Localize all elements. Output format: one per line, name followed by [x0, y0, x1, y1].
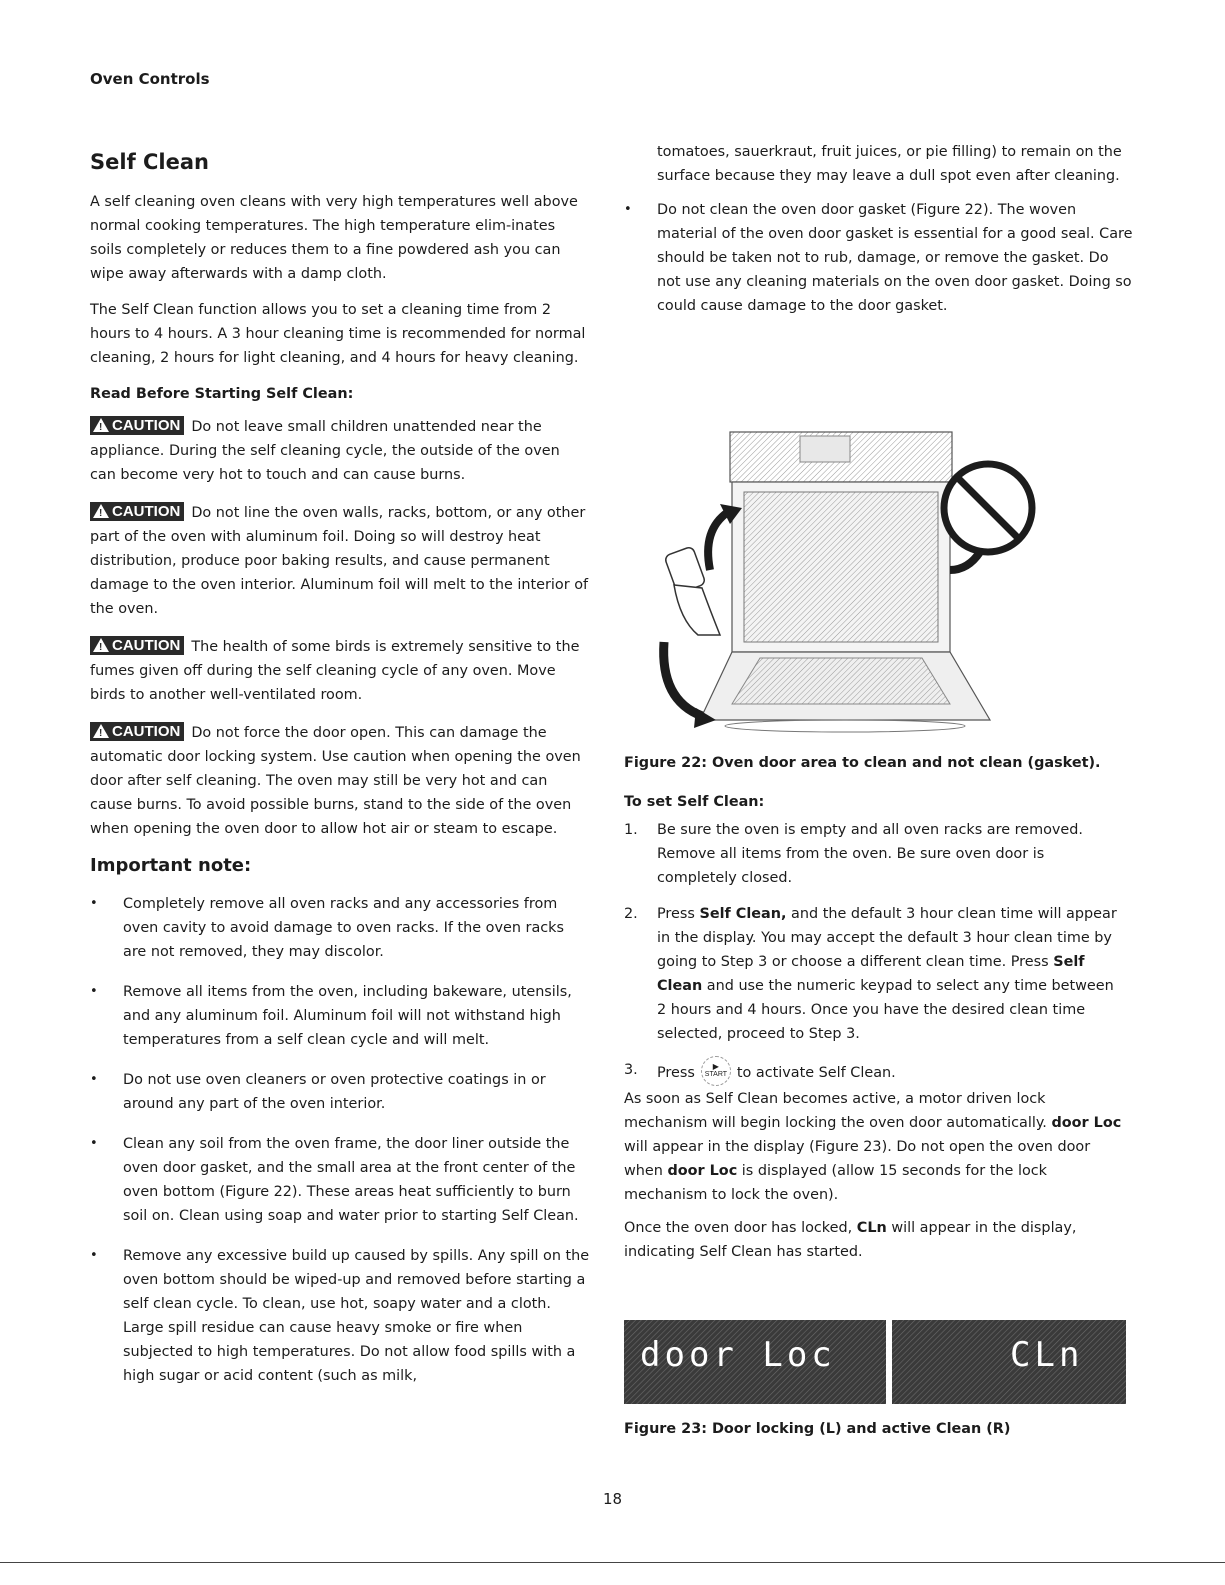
warning-icon	[93, 638, 109, 652]
caution-text: Do not force the door open. This can damage the automatic door locking system. Use caution when opening the oven door after self cleaning. The oven may still be very hot and can cause burns. To avoid possible burns, stand to the side of the oven when opening the oven door to allow hot air or steam to escape.	[90, 725, 581, 837]
display-figure	[624, 1320, 1126, 1404]
cln-display	[892, 1320, 1126, 1404]
page-title: Self Clean	[90, 150, 209, 174]
clean-started-paragraph: Once the oven door has locked, CLn will appear in the display, indicating Self Clean has started.	[624, 1220, 1077, 1260]
step-number: 2.	[624, 906, 638, 922]
arrow-icon	[708, 512, 728, 570]
list-item: • Do not use oven cleaners or oven protective coatings in or around any part of the oven interior.	[90, 1068, 590, 1116]
caution-text: Do not line the oven walls, racks, bottom, or any other part of the oven with aluminum foil. Doing so will destroy heat distribution, produce poor baking results, and cause permanent damage to the oven interior. Aluminum foil will melt to the interior of the oven.	[90, 505, 589, 617]
oven-door-illustration	[650, 420, 1040, 740]
oven-cavity	[744, 492, 938, 642]
right-column	[624, 140, 1134, 318]
figure-22-caption: Figure 22: Oven door area to clean and not clean (gasket).	[624, 755, 1101, 771]
caution-text: The health of some birds is extremely sensitive to the fumes given off during the self cleaning cycle of any oven. Move birds to another well-ventilated room.	[90, 639, 580, 703]
door-lock-paragraph: As soon as Self Clean becomes active, a motor driven lock mechanism will begin locking the oven door automatically. door Loc will appear in the display (Figure 23). Do not open the oven door when door Loc is displayed (allow 15 seconds for the lock mechanism to lock the oven).	[624, 1091, 1122, 1203]
left-column	[90, 150, 590, 1404]
steps-heading: To set Self Clean:	[624, 794, 765, 810]
intro-paragraph-1: A self cleaning oven cleans with very high temperatures well above normal cooking temperatures. The high temperature elim-inates soils completely or reduces them to a fine powdered ash you can wipe away afterwards with a damp cloth.	[90, 194, 578, 282]
figure-23-caption: Figure 23: Door locking (L) and active Clean (R)	[624, 1421, 1011, 1437]
caution-badge: !CAUTION	[90, 416, 184, 435]
list-item: • Completely remove all oven racks and any accessories from oven cavity to avoid damage to oven racks. If the oven racks are not removed, they may discolor.	[90, 892, 590, 964]
caution-badge: !CAUTION	[90, 636, 184, 655]
caution-badge: !CAUTION	[90, 722, 184, 741]
caution-paragraph-4	[90, 721, 590, 841]
list-item: • Remove all items from the oven, including bakeware, utensils, and any aluminum foil. Aluminum foil will not withstand high temperatures from a self clean cycle and will melt.	[90, 980, 590, 1052]
hand-icon	[674, 585, 720, 635]
arrow-icon	[950, 552, 980, 570]
step-number: 1.	[624, 822, 638, 838]
step-number: 3.	[624, 1062, 638, 1078]
warning-icon	[93, 504, 109, 518]
warning-icon	[93, 418, 109, 432]
bullet-continuation: tomatoes, sauerkraut, fruit juices, or pie filling) to remain on the surface because they may leave a dull spot even after cleaning.	[657, 144, 1122, 184]
door-window	[732, 658, 950, 704]
section-header: Oven Controls	[90, 70, 210, 88]
intro-paragraph-2: The Self Clean function allows you to set a cleaning time from 2 hours to 4 hours. A 3 hour cleaning time is recommended for normal cleaning, 2 hours for light cleaning, and 4 hours for heavy cleaning.	[90, 302, 586, 366]
list-item: 3. Press ▶ START to activate Self Clean.	[624, 1058, 1119, 1088]
caution-paragraph-2	[90, 501, 590, 621]
step-text: Be sure the oven is empty and all oven racks are removed. Remove all items from the oven. Be sure oven door is completely closed.	[657, 822, 1083, 886]
caution-paragraph-1	[90, 415, 590, 487]
door-loc-display	[624, 1320, 886, 1404]
list-item: • Do not clean the oven door gasket (Figure 22). The woven material of the oven door gasket is essential for a good seal. Care should be taken not to rub, damage, or remove the gasket. Do not use any cleaning materials on the oven door gasket. Doing so could cause damage to the door gasket.	[624, 198, 1134, 318]
warning-icon	[93, 724, 109, 738]
display-panel	[892, 1320, 1126, 1404]
list-item: • Clean any soil from the oven frame, the door liner outside the oven door gasket, and the small area at the front center of the oven bottom (Figure 22). These areas heat sufficiently to burn soil on. Clean using soap and water prior to starting Self Clean.	[90, 1132, 590, 1228]
display-text: CLn	[1010, 1335, 1084, 1375]
list-item: 2. Press Self Clean, and the default 3 hour clean time will appear in the display. You may accept the default 3 hour clean time by going to Step 3 or choose a different clean time. Press Self Clean and use the numeric keypad to select any time between 2 hours and 4 hours. Once you have the desired clean time selected, proceed to Step 3.	[624, 902, 1119, 1046]
play-icon: ▶	[712, 1062, 719, 1071]
page-number: 18	[602, 1490, 623, 1508]
list-item: • Remove any excessive build up caused by spills. Any spill on the oven bottom should be wiped-up and removed before starting a self clean cycle. To clean, use hot, soapy water and a cloth. Large spill residue can cause heavy smoke or fire when subjected to high temperatures. Do not allow food spills with a high sugar or acid content (such as milk,	[90, 1244, 590, 1388]
steps-list	[624, 818, 1119, 1100]
read-before-heading: Read Before Starting Self Clean:	[90, 386, 354, 402]
important-note-list	[90, 892, 590, 1388]
door-handle	[725, 720, 965, 732]
display-window	[800, 436, 850, 462]
caution-text: Do not leave small children unattended near the appliance. During the self cleaning cycle, the outside of the oven can become very hot to touch and can cause burns.	[90, 419, 560, 483]
display-panel	[624, 1320, 886, 1404]
start-button-icon: ▶ START	[701, 1056, 731, 1086]
list-item	[624, 818, 1119, 890]
arrow-icon	[664, 642, 702, 716]
caution-paragraph-3	[90, 635, 590, 707]
important-note-heading: Important note:	[90, 855, 252, 876]
divider	[0, 1562, 1225, 1563]
display-text: door Loc	[640, 1335, 836, 1375]
caution-badge: !CAUTION	[90, 502, 184, 521]
